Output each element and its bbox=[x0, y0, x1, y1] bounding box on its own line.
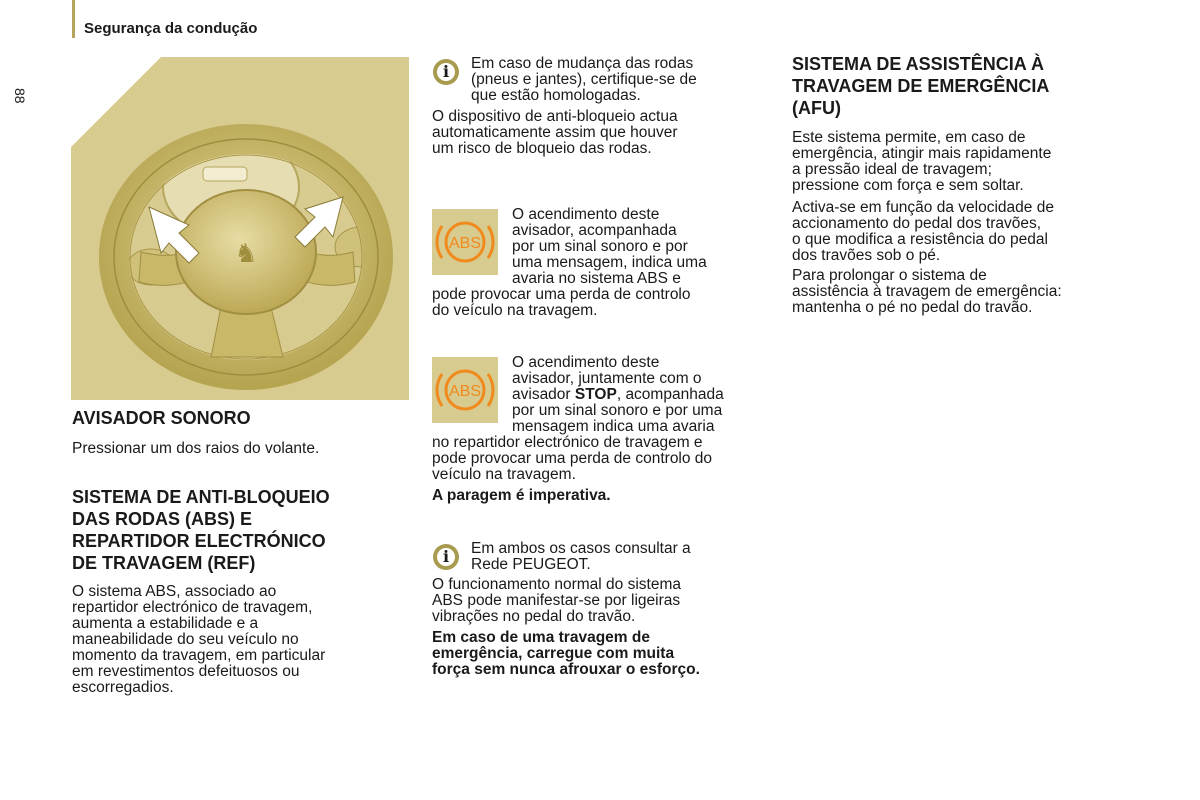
abs-icon-label: ABS bbox=[448, 383, 482, 400]
abs-warning-icon bbox=[432, 209, 498, 275]
text-line: Em ambos os casos consultar a bbox=[471, 540, 691, 557]
text-line: força sem nunca afrouxar o esforço. bbox=[432, 661, 700, 678]
text-line: maneabilidade do seu veículo no bbox=[72, 631, 299, 648]
text-line: avaria no sistema ABS e bbox=[512, 270, 681, 287]
text-line: mantenha o pé no pedal do travão. bbox=[792, 299, 1033, 316]
text-line: mensagem indica uma avaria bbox=[512, 418, 715, 435]
text-line: emergência, carregue com muita bbox=[432, 645, 675, 662]
text-line: no repartidor electrónico de travagem e bbox=[432, 434, 703, 451]
steering-wheel-illustration bbox=[71, 57, 409, 400]
steering-wheel-horn-icon bbox=[71, 57, 409, 400]
info-icon bbox=[433, 59, 459, 85]
text-line: O acendimento deste bbox=[512, 354, 660, 371]
stop-label: STOP bbox=[574, 386, 617, 403]
abs-warning-symbol bbox=[435, 212, 495, 272]
text-line: Em caso de mudança das rodas bbox=[471, 55, 694, 72]
horn-heading: AVISADOR SONORO bbox=[72, 408, 251, 428]
text-line: avisador, juntamente com o bbox=[512, 370, 702, 387]
text-line: accionamento do pedal dos travões, bbox=[792, 215, 1042, 232]
afu-description bbox=[792, 130, 1051, 194]
abs-heading-line: DAS RODAS (ABS) E bbox=[72, 509, 253, 529]
text-fragment: , acompanhada bbox=[616, 386, 724, 403]
abs-heading-line: SISTEMA DE ANTI-BLOQUEIO bbox=[72, 487, 330, 507]
afu-activation-text bbox=[792, 200, 1054, 264]
abs-warning-text-bottom bbox=[432, 287, 691, 319]
abs-heading-line: DE TRAVAGEM (REF) bbox=[72, 553, 256, 573]
info-glyph: i bbox=[437, 63, 455, 81]
text-line: pode provocar uma perda de controlo bbox=[432, 286, 691, 303]
text-line: (pneus e jantes), certifique-se de bbox=[471, 71, 697, 88]
text-line: O funcionamento normal do sistema bbox=[432, 576, 681, 593]
section-title: Segurança da condução bbox=[84, 20, 258, 37]
text-line: veículo na travagem. bbox=[432, 466, 576, 483]
ref-warning-text-bottom bbox=[432, 435, 712, 483]
auto-activation-text bbox=[432, 109, 678, 157]
text-line: dos travões sob o pé. bbox=[792, 247, 941, 264]
text-line: escorregadios. bbox=[72, 679, 174, 696]
afu-heading-line: (AFU) bbox=[792, 98, 841, 118]
text-line: aumenta a estabilidade e a bbox=[72, 615, 259, 632]
text-line: emergência, atingir mais rapidamente bbox=[792, 145, 1052, 162]
text-line: Rede PEUGEOT. bbox=[471, 556, 591, 573]
text-line: um risco de bloqueio das rodas. bbox=[432, 140, 652, 157]
info-icon bbox=[433, 544, 459, 570]
text-fragment: avisador bbox=[512, 386, 575, 403]
svg-text:♞: ♞ bbox=[234, 239, 258, 269]
text-line: avisador, acompanhada bbox=[512, 222, 677, 239]
text-line: por um sinal sonoro e por bbox=[512, 238, 688, 255]
abs-warning-symbol bbox=[435, 360, 495, 420]
text-line: que estão homologadas. bbox=[471, 87, 641, 104]
text-line: O sistema ABS, associado ao bbox=[72, 583, 277, 600]
imperative-stop: A paragem é imperativa. bbox=[432, 487, 611, 504]
text-line: Para prolongar o sistema de bbox=[792, 267, 987, 284]
afu-heading-line: TRAVAGEM DE EMERGÊNCIA bbox=[792, 76, 1050, 96]
text-line: uma mensagem, indica uma bbox=[512, 254, 707, 271]
section-marker-bar bbox=[72, 0, 75, 38]
normal-operation-text bbox=[432, 577, 681, 625]
afu-heading-line: SISTEMA DE ASSISTÊNCIA À bbox=[792, 54, 1045, 74]
page-number: 88 bbox=[12, 88, 28, 104]
text-line: vibrações no pedal do travão. bbox=[432, 608, 636, 625]
text-line: O acendimento deste bbox=[512, 206, 660, 223]
text-line: do veículo na travagem. bbox=[432, 302, 598, 319]
text-line: Em caso de uma travagem de bbox=[432, 629, 650, 646]
text-line: o que modifica a resistência do pedal bbox=[792, 231, 1048, 248]
text-line: por um sinal sonoro e por uma bbox=[512, 402, 723, 419]
text-line: repartidor electrónico de travagem, bbox=[72, 599, 313, 616]
abs-heading bbox=[72, 486, 330, 574]
wheel-change-note bbox=[471, 56, 697, 104]
info-glyph: i bbox=[437, 548, 455, 566]
abs-description bbox=[72, 584, 325, 696]
ref-warning-text-top bbox=[512, 355, 724, 435]
afu-prolong-text bbox=[792, 268, 1062, 316]
text-line: pode provocar uma perda de controlo do bbox=[432, 450, 713, 467]
abs-warning-icon bbox=[432, 357, 498, 423]
abs-icon-label: ABS bbox=[448, 235, 482, 252]
text-line: ABS pode manifestar-se por ligeiras bbox=[432, 592, 681, 609]
text-line: Este sistema permite, em caso de bbox=[792, 129, 1026, 146]
text-line: assistência à travagem de emergência: bbox=[792, 283, 1062, 300]
abs-heading-line: REPARTIDOR ELECTRÓNICO bbox=[72, 531, 326, 551]
text-line: Activa-se em função da velocidade de bbox=[792, 199, 1054, 216]
horn-text: Pressionar um dos raios do volante. bbox=[72, 440, 320, 457]
abs-warning-text-top bbox=[512, 207, 707, 287]
emergency-braking-text bbox=[432, 630, 700, 678]
text-line: O dispositivo de anti-bloqueio actua bbox=[432, 108, 678, 125]
text-line: momento da travagem, em particular bbox=[72, 647, 326, 664]
text-line: automaticamente assim que houver bbox=[432, 124, 678, 141]
text-line: pressione com força e sem soltar. bbox=[792, 177, 1024, 194]
afu-heading bbox=[792, 53, 1049, 119]
text-line: a pressão ideal de travagem; bbox=[792, 161, 992, 178]
consult-network-note bbox=[471, 541, 691, 573]
text-line: em revestimentos defeituosos ou bbox=[72, 663, 300, 680]
